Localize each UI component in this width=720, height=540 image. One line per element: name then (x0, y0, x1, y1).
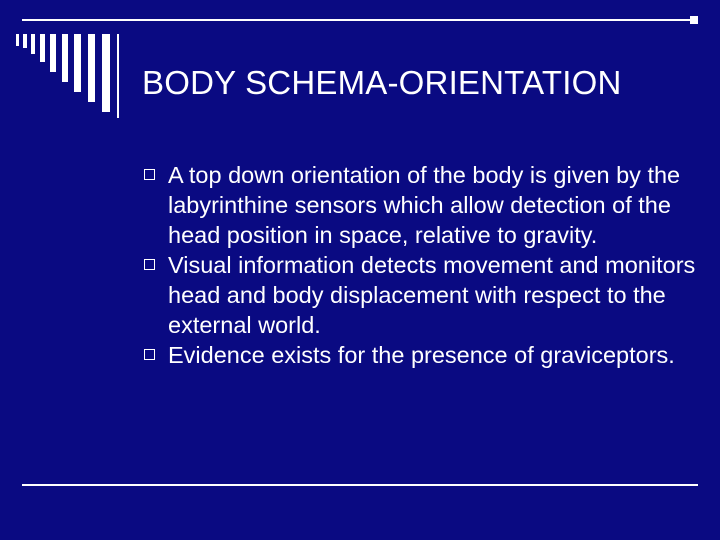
decorative-bar (23, 34, 27, 48)
bullet-text: A top down orientation of the body is given by the labyrinthine sensors which allow detection of the head position in space, relative to gravity. (168, 162, 681, 248)
hollow-square-bullet-icon (144, 349, 155, 360)
bullet-text: Visual information detects movement and monitors head and body displacement with respect to the external world. (168, 252, 696, 338)
decorative-bar (31, 34, 35, 54)
decorative-bar (16, 34, 19, 46)
hollow-square-bullet-icon (144, 169, 155, 180)
decorative-bar (40, 34, 45, 62)
bottom-divider-line (22, 484, 698, 486)
bullet-item (143, 160, 703, 250)
bullet-item (143, 250, 703, 340)
decorative-bar (50, 34, 56, 72)
top-divider-line (22, 19, 698, 21)
decorative-bar (62, 34, 68, 82)
bullet-list (143, 160, 703, 370)
top-divider-end-cap (690, 16, 698, 24)
decorative-vertical-bars (16, 34, 126, 118)
hollow-square-bullet-icon (144, 259, 155, 270)
slide-title: BODY SCHEMA-ORIENTATION (142, 64, 622, 101)
bullet-item (143, 340, 703, 370)
decorative-bar (102, 34, 110, 112)
decorative-bar (88, 34, 95, 102)
bullet-text: Evidence exists for the presence of graviceptors. (168, 342, 675, 368)
decorative-bar (74, 34, 81, 92)
decorative-bar (117, 34, 119, 118)
